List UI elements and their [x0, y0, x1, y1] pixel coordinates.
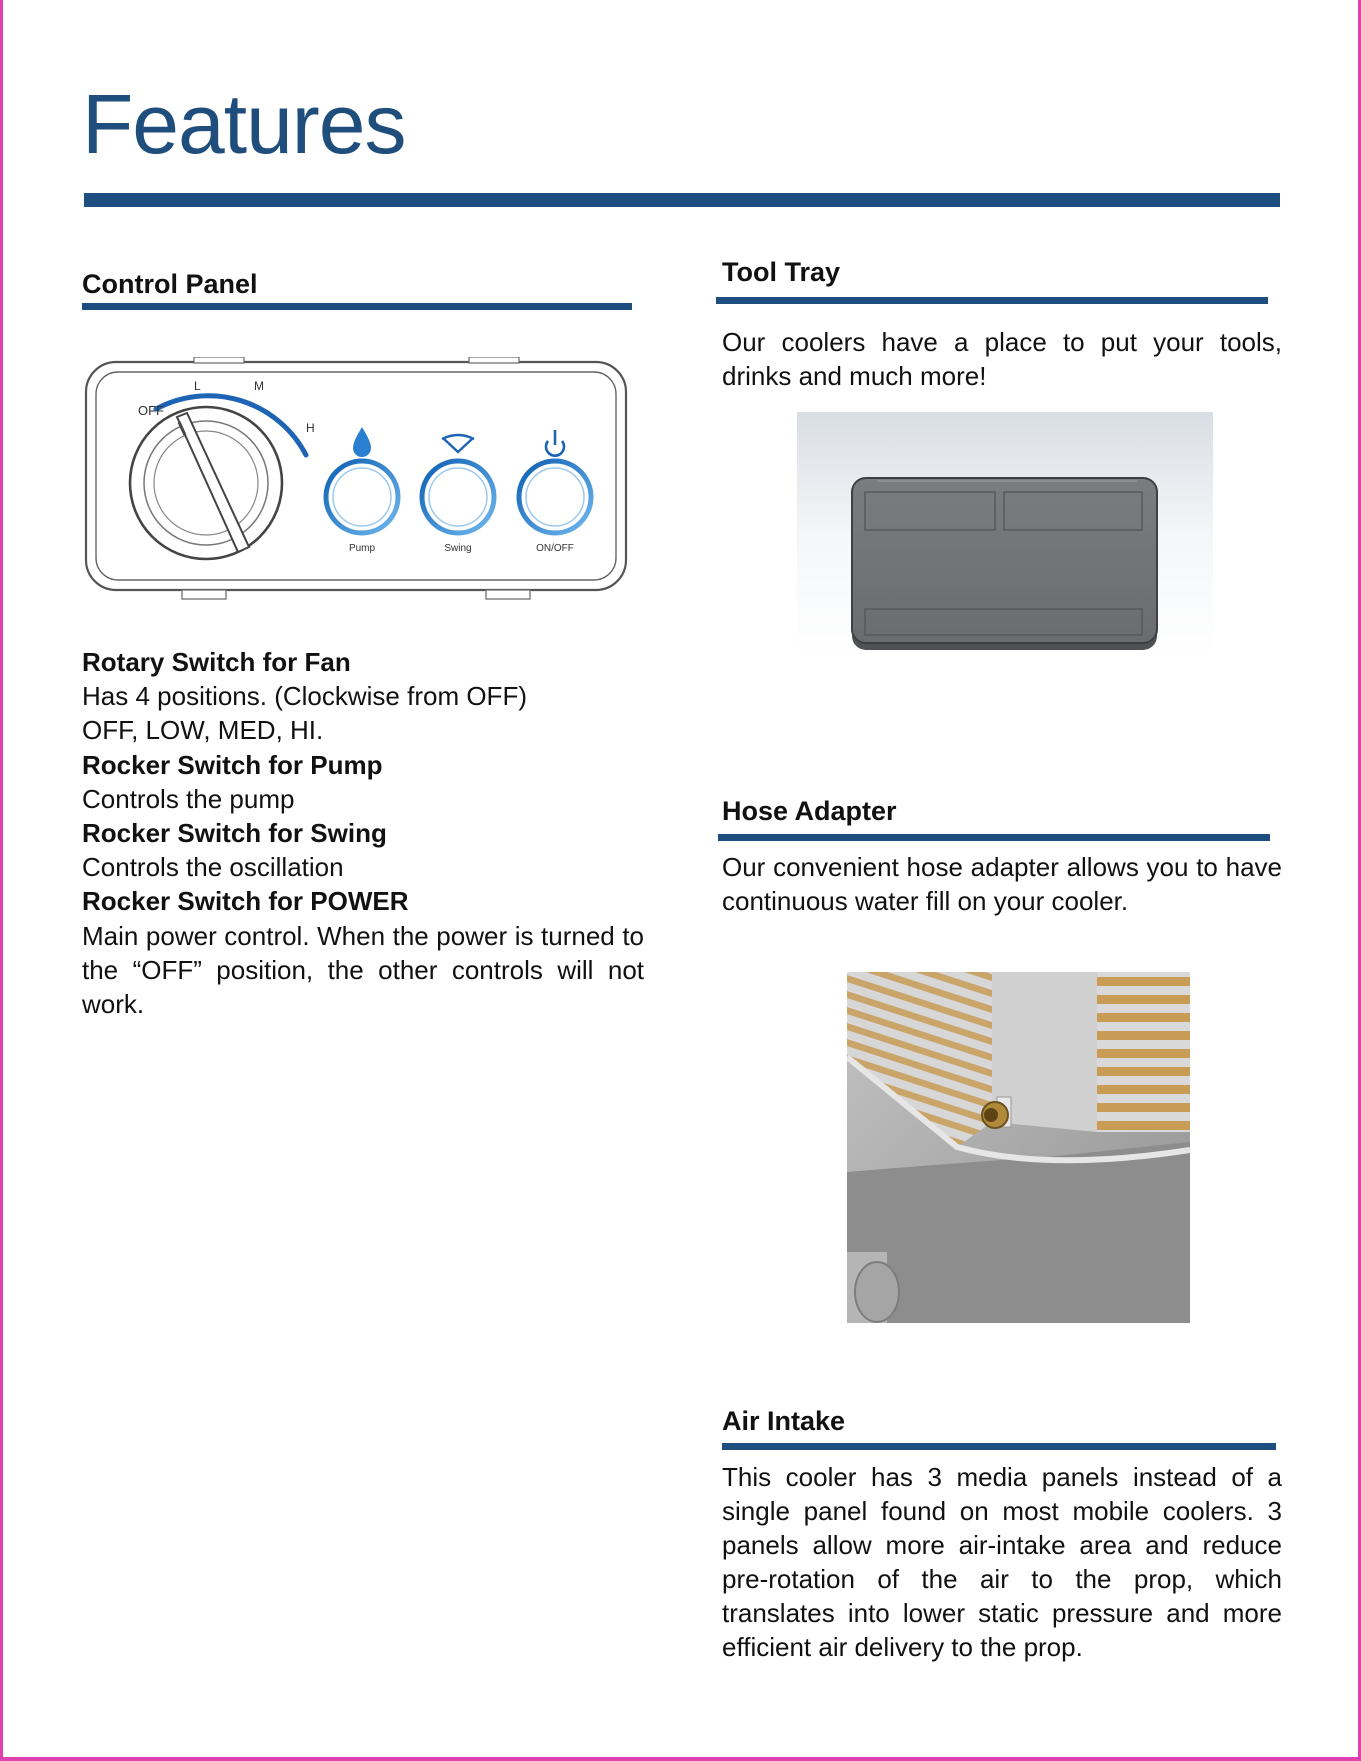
label-pump: Pump: [348, 543, 376, 554]
hose-adapter-heading: Hose Adapter: [722, 796, 897, 826]
air-intake-description: This cooler has 3 media panels instead of a single panel found on most mobile coolers. 3 panels allow more air-intake area and reduce pre-rotation of the air to the prop, which translates into lower static pressure and more efficient air delivery to the prop.: [722, 1462, 1282, 1662]
tool-tray-description: Our coolers have a place to put your tools, drinks and much more!: [722, 327, 1282, 391]
page-border-left: [0, 0, 3, 1761]
air-intake-heading: Air Intake: [722, 1406, 846, 1436]
hose-adapter-divider: [718, 834, 1270, 841]
label-high: H: [306, 421, 315, 435]
feature-title-pump: Rocker Switch for Pump: [82, 749, 383, 780]
rotary-fan-knob: [130, 407, 282, 559]
tool-tray-divider: [716, 297, 1268, 304]
feature-desc-rotary-fan: Has 4 positions. (Clockwise from OFF) OFF, LOW, MED, HI.: [82, 681, 527, 746]
feature-title-rotary-fan: Rotary Switch for Fan: [82, 647, 351, 677]
tool-tray-heading: Tool Tray: [722, 257, 841, 287]
control-panel-diagram: [84, 357, 630, 602]
air-intake-divider: [722, 1443, 1276, 1450]
feature-desc-swing: Controls the oscillation: [82, 852, 344, 883]
label-off: OFF: [138, 403, 164, 418]
page-title: Features: [82, 77, 406, 171]
page-border-bottom: [0, 1757, 1361, 1761]
label-low: L: [194, 379, 201, 393]
feature-title-power: Rocker Switch for POWER: [82, 886, 409, 917]
feature-desc-power: Main power control. When the power is turned to the “OFF” position, the other controls will not work.: [82, 920, 644, 1020]
label-swing: Swing: [444, 543, 472, 554]
label-med: M: [254, 379, 264, 393]
title-divider: [84, 193, 1280, 207]
tool-tray-image: [797, 412, 1213, 657]
control-panel-feature-list: [82, 645, 644, 1021]
feature-title-swing: Rocker Switch for Swing: [82, 818, 387, 849]
feature-desc-pump: Controls the pump: [82, 783, 295, 814]
control-panel-divider: [82, 303, 632, 310]
label-onoff: ON/OFF: [536, 543, 574, 554]
control-panel-heading: Control Panel: [82, 269, 258, 299]
hose-adapter-description: Our convenient hose adapter allows you to have continuous water fill on your cooler.: [722, 852, 1282, 916]
hose-adapter-image: [847, 972, 1190, 1323]
